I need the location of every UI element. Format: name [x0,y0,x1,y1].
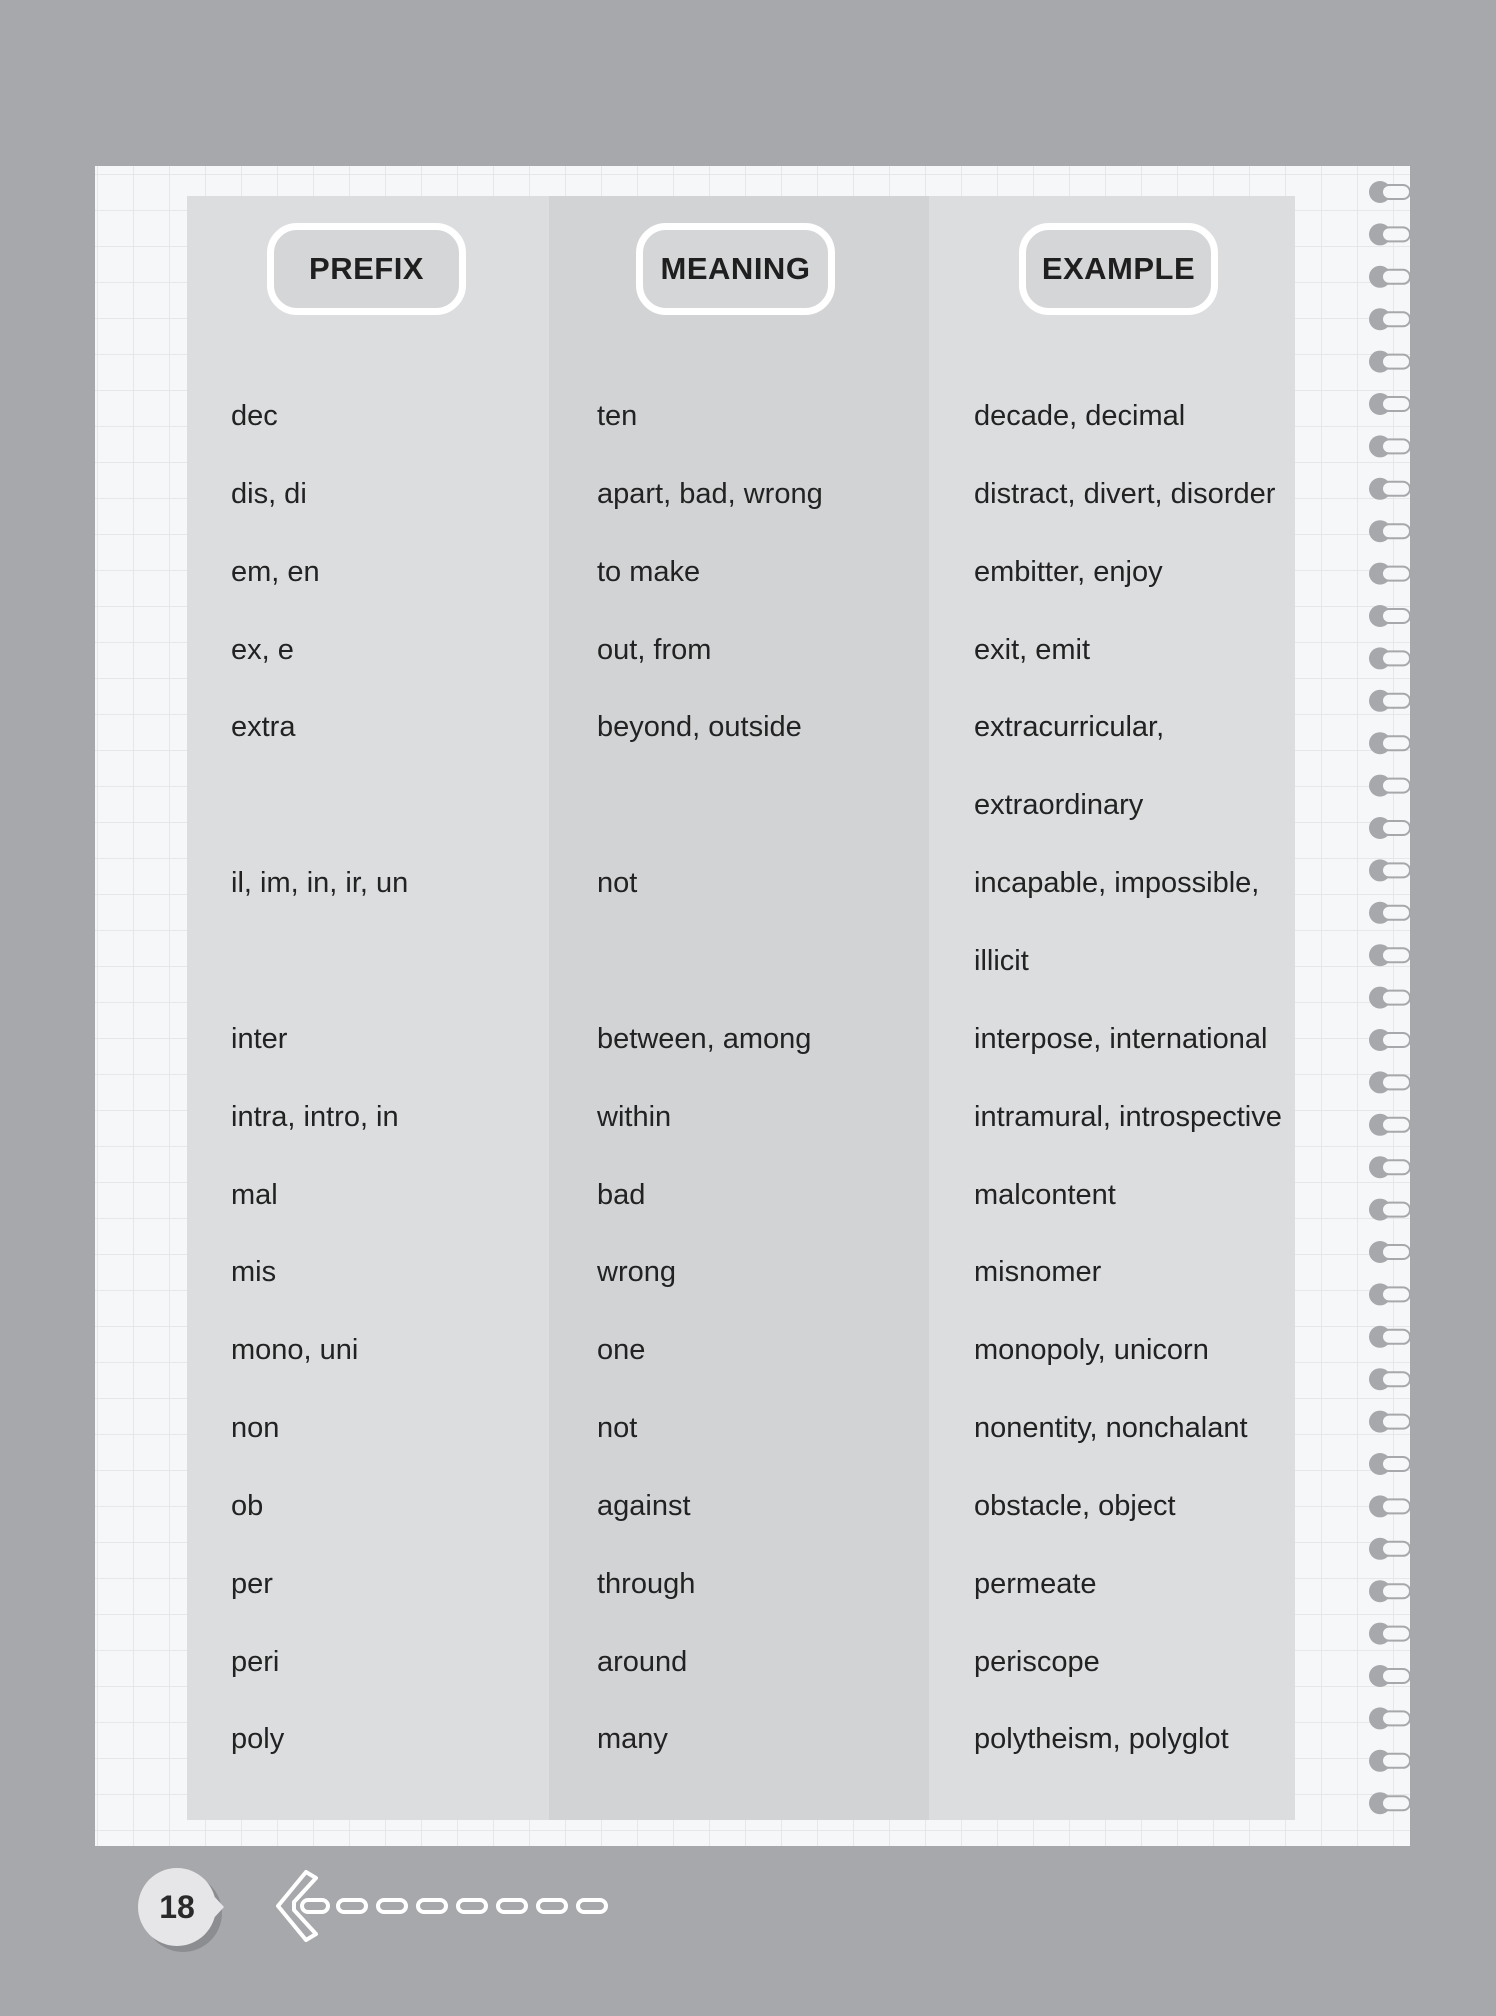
example-cell: monopoly, unicorn [974,1334,1209,1367]
spiral-ring [1369,1707,1410,1729]
spiral-ring [1369,1326,1410,1348]
meaning-cell: between, among [597,1022,812,1055]
spiral-ring [1369,1580,1410,1602]
meaning-cell: not [597,1412,638,1445]
spiral-ring [1369,690,1410,712]
spiral-ring [1369,351,1410,373]
example-cell: incapable, impossible, [974,867,1260,900]
prefix-table [187,196,1295,1820]
spiral-ring [1369,944,1410,966]
prefix-header: PREFIX [267,223,466,315]
spiral-ring [1369,1538,1410,1560]
example-cell: exit, emit [974,633,1091,666]
meaning-cell: ten [597,400,638,432]
spiral-ring [1369,987,1410,1009]
meaning-cell: bad [597,1178,646,1211]
prefix-cell: poly [231,1723,285,1756]
example-cell: decade, decimal [974,400,1186,432]
spiral-ring [1369,478,1410,500]
example-cell: obstacle, object [974,1489,1176,1522]
example-cell: extracurricular, [974,711,1165,744]
spiral-ring [1369,1241,1410,1263]
example-cell: permeate [974,1567,1097,1600]
example-cell: nonentity, nonchalant [974,1412,1248,1445]
prefix-cell: em, en [231,555,320,588]
meaning-cell: one [597,1334,646,1367]
prefix-cell: ex, e [231,633,294,666]
example-cell: polytheism, polyglot [974,1723,1229,1756]
spiral-ring [1369,732,1410,754]
example-cell: intramural, introspective [974,1100,1282,1133]
page-number: 18 [138,1868,216,1946]
meaning-cell: many [597,1723,668,1756]
spiral-ring [1369,1792,1410,1814]
spiral-ring [1369,902,1410,924]
spiral-ring [1369,308,1410,330]
example-cell: periscope [974,1645,1100,1678]
meaning-column [549,196,929,1820]
example-cell: malcontent [974,1178,1116,1211]
spiral-ring [1369,1623,1410,1645]
meaning-cell: out, from [597,633,712,666]
example-cell: misnomer [974,1256,1102,1289]
prefix-cell: dec [231,400,278,432]
example-header: EXAMPLE [1019,223,1218,315]
spiral-ring [1369,1368,1410,1390]
prefix-cell: non [231,1412,280,1445]
prefix-cell: mis [231,1256,277,1289]
spiral-ring [1369,1199,1410,1221]
prefix-column [187,196,549,1820]
meaning-cell: around [597,1645,688,1678]
meaning-cell: against [597,1489,691,1522]
spiral-ring [1369,1665,1410,1687]
spiral-ring [1369,1156,1410,1178]
spiral-ring [1369,435,1410,457]
prefix-cell: mono, uni [231,1334,359,1367]
spiral-ring [1369,1411,1410,1433]
prefix-cell: dis, di [231,477,307,510]
meaning-cell: wrong [597,1256,676,1289]
spiral-ring [1369,817,1410,839]
prefix-cell: inter [231,1022,288,1055]
spiral-ring [1369,181,1410,203]
prefix-cell: il, im, in, ir, un [231,867,409,900]
prefix-cell: mal [231,1178,278,1211]
meaning-cell: within [597,1100,672,1133]
prefix-cell: intra, intro, in [231,1100,399,1133]
spiral-ring [1369,859,1410,881]
example-cell: distract, divert, disorder [974,477,1276,510]
notebook-page [95,166,1410,1846]
spiral-ring [1369,1114,1410,1136]
meaning-cell: to make [597,555,701,588]
prefix-cell: ob [231,1489,264,1522]
spiral-ring [1369,266,1410,288]
prefix-cell: extra [231,711,296,744]
meaning-header: MEANING [636,223,835,315]
spiral-binding [1368,174,1412,1834]
spiral-ring [1369,647,1410,669]
example-cell: embitter, enjoy [974,555,1163,588]
meaning-cell: apart, bad, wrong [597,477,823,510]
spiral-ring [1369,1029,1410,1051]
spiral-ring [1369,775,1410,797]
example-cell: illicit [974,944,1029,977]
spiral-ring [1369,563,1410,585]
back-arrow-icon [272,1866,644,1946]
meaning-cell: not [597,867,638,900]
spiral-ring [1369,1283,1410,1305]
spiral-ring [1369,1750,1410,1772]
page-number-pointer [212,1894,224,1920]
prefix-cell: per [231,1567,273,1600]
spiral-ring [1369,393,1410,415]
spiral-ring [1369,520,1410,542]
spiral-ring [1369,1453,1410,1475]
spiral-ring [1369,605,1410,627]
example-column [929,196,1295,1820]
example-cell: extraordinary [974,789,1144,822]
meaning-cell: beyond, outside [597,711,802,744]
spiral-ring [1369,1071,1410,1093]
spiral-ring [1369,223,1410,245]
example-cell: interpose, international [974,1022,1268,1055]
spiral-ring [1369,1495,1410,1517]
meaning-cell: through [597,1567,696,1600]
prefix-cell: peri [231,1645,280,1678]
